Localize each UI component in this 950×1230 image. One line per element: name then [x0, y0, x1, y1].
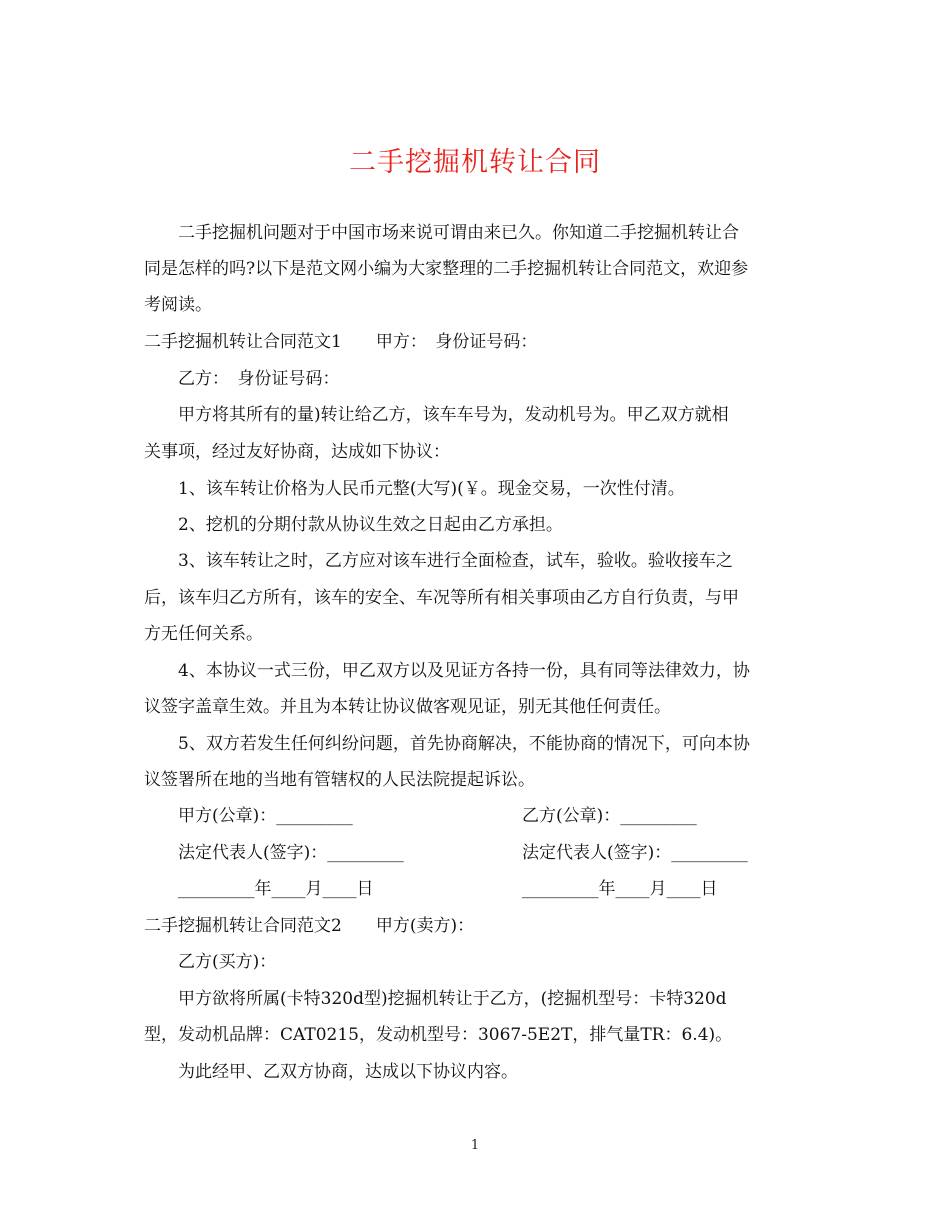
section-heading: 二手挖掘机转让合同范文2 甲方(卖方)：: [144, 916, 475, 936]
paragraph-line: 型，发动机品牌：CAT0215，发动机型号：3067-5E2T，排气量TR：6.4)。: [144, 1025, 733, 1045]
paragraph-line: 二手挖掘机问题对于中国市场来说可谓由来已久。你知道二手挖掘机转让合: [178, 223, 739, 243]
clause-line: 议签署所在地的当地有管辖权的人民法院提起诉讼。: [144, 770, 535, 790]
signature-party-a-date: _________年____月____日: [178, 879, 374, 899]
clause-line: 1、该车转让价格为人民币元整(大写)(￥。现金交易，一次性付清。: [178, 479, 685, 499]
signature-party-a-seal: 甲方(公章)：_________: [178, 806, 353, 826]
document-title: 二手挖掘机转让合同: [349, 147, 601, 178]
paragraph-line: 甲方欲将所属(卡特320d型)挖掘机转让于乙方，(挖掘机型号：卡特320d: [178, 989, 727, 1009]
paragraph-line: 为此经甲、乙双方协商，达成以下协议内容。: [178, 1062, 518, 1082]
signature-party-b-date: _________年____月____日: [522, 879, 718, 899]
page-number: 1: [470, 1138, 480, 1153]
signature-party-b-rep: 法定代表人(签字)：_________: [522, 843, 748, 863]
clause-line: 后，该车归乙方所有，该车的安全、车况等所有相关事项由乙方自行负责，与甲: [144, 588, 739, 608]
paragraph-line: 考阅读。: [144, 295, 212, 315]
paragraph-line: 关事项，经过友好协商，达成如下协议：: [144, 442, 450, 462]
paragraph-line: 甲方将其所有的量)转让给乙方，该车车号为，发动机号为。甲乙双方就相: [178, 405, 729, 425]
paragraph-line: 同是怎样的吗?以下是范文网小编为大家整理的二手挖掘机转让合同范文，欢迎参: [144, 259, 749, 279]
paragraph-line: 乙方： 身份证号码：: [178, 369, 340, 389]
signature-party-b-seal: 乙方(公章)：_________: [522, 806, 697, 826]
clause-line: 2、挖机的分期付款从协议生效之日起由乙方承担。: [178, 515, 563, 535]
clause-line: 议签字盖章生效。并且为本转让协议做客观见证，别无其他任何责任。: [144, 697, 671, 717]
clause-line: 方无任何关系。: [144, 624, 263, 644]
section-heading: 二手挖掘机转让合同范文1 甲方： 身份证号码：: [144, 332, 538, 352]
signature-party-a-rep: 法定代表人(签字)：_________: [178, 843, 404, 863]
clause-line: 3、该车转让之时，乙方应对该车进行全面检查，试车，验收。验收接车之: [178, 551, 733, 571]
clause-line: 5、双方若发生任何纠纷问题，首先协商解决，不能协商的情况下，可向本协: [178, 734, 750, 754]
paragraph-line: 乙方(买方)：: [178, 952, 277, 972]
clause-line: 4、本协议一式三份，甲乙双方以及见证方各持一份，具有同等法律效力，协: [178, 661, 750, 681]
